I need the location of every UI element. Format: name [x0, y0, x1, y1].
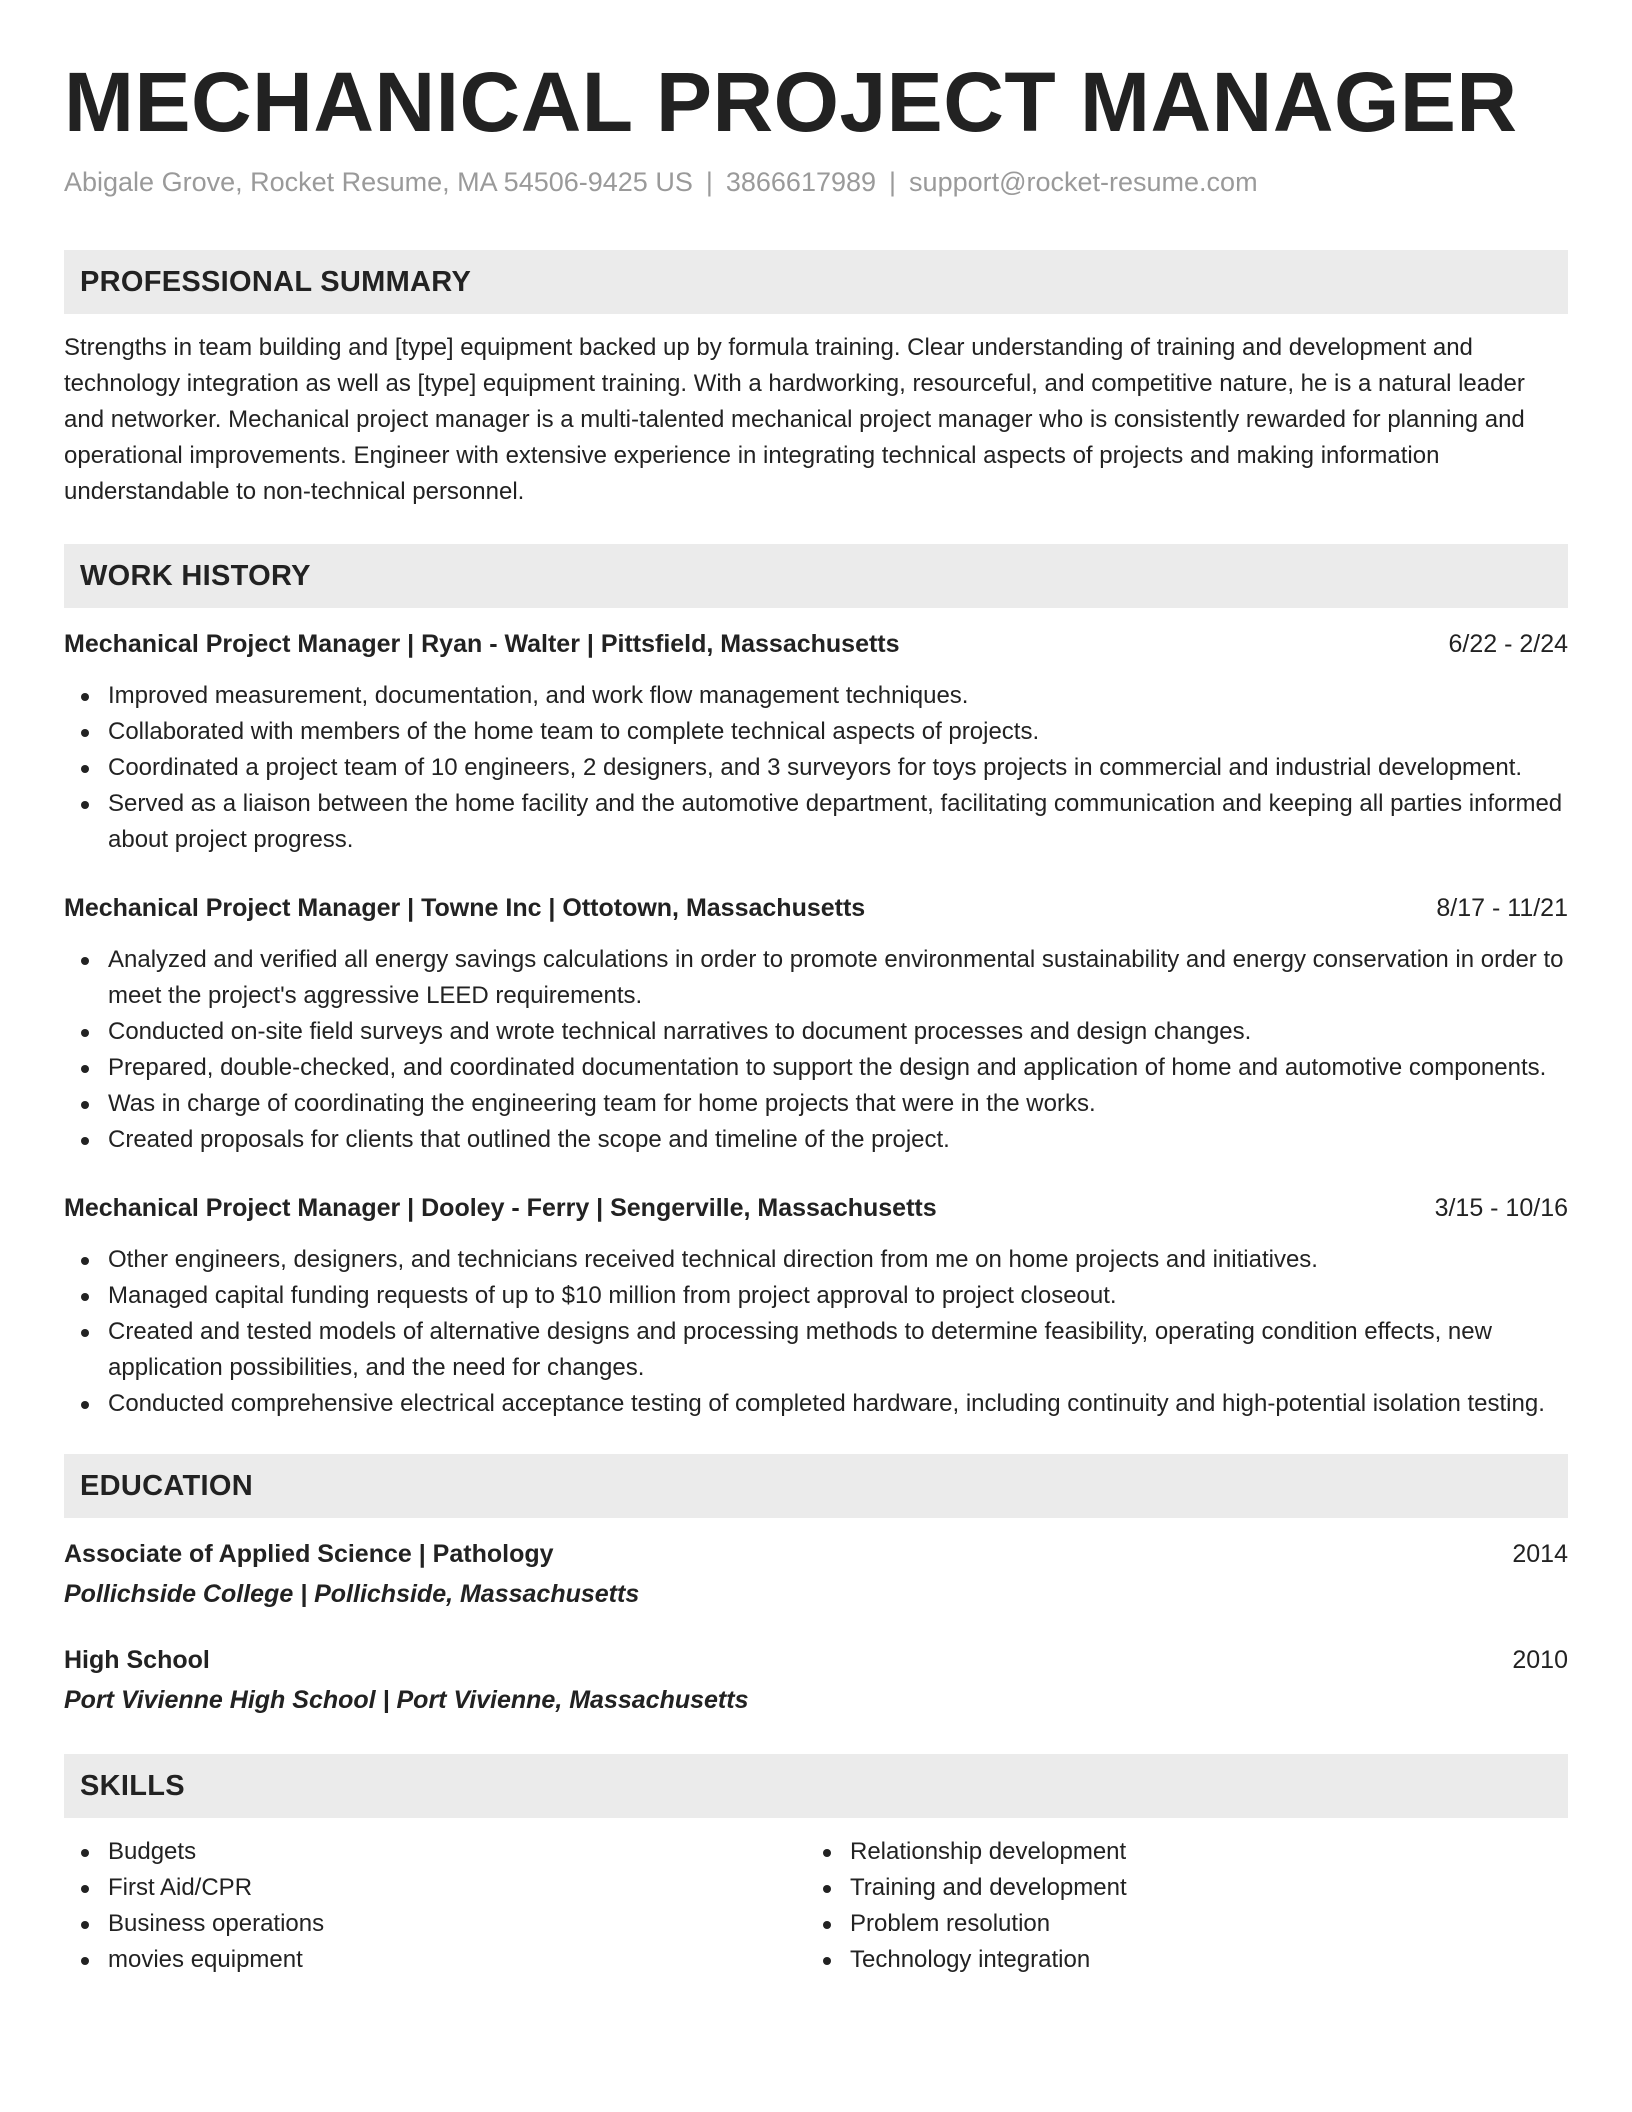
job-dates: 6/22 - 2/24: [1448, 630, 1568, 658]
education-year: 2014: [1512, 1540, 1568, 1568]
section-heading-skills: SKILLS: [64, 1754, 1568, 1818]
education-year: 2010: [1512, 1646, 1568, 1674]
job-entry: [64, 626, 1568, 858]
education-entry: [64, 1536, 1568, 1612]
skill-item: Business operations: [108, 1906, 806, 1942]
job-header: [64, 1190, 1568, 1226]
job-bullet-list: [64, 942, 1568, 1158]
education-header: [64, 1642, 1568, 1678]
job-bullet: Analyzed and verified all energy savings calculations in order to promote environmental sustainability and energy conservation in order to meet the project's aggressive LEED requirements.: [108, 942, 1568, 1014]
skills-grid: [64, 1834, 1568, 1978]
skill-item: Training and development: [850, 1870, 1548, 1906]
education-header: [64, 1536, 1568, 1572]
education-degree: Associate of Applied Science | Pathology: [64, 1540, 554, 1568]
education-entry: [64, 1642, 1568, 1718]
skills-list: [64, 1834, 806, 1978]
skill-item: Problem resolution: [850, 1906, 1548, 1942]
summary-text: Strengths in team building and [type] equipment backed up by formula training. Clear understanding of training and development and technology integration as well as [type] equipment training. With a hardworking, resourceful, and competitive nature, he is a natural leader and networker. Mechanical project manager is a multi-talented mechanical project manager who is consistently rewarded for planning and operational improvements. Engineer with extensive experience in integrating technical aspects of projects and making information understandable to non-technical personnel.: [64, 334, 1525, 505]
contact-separator: |: [889, 167, 897, 197]
skill-item: Budgets: [108, 1834, 806, 1870]
skill-item: Relationship development: [850, 1834, 1548, 1870]
job-bullet: Other engineers, designers, and technicians received technical direction from me on home projects and initiatives.: [108, 1242, 1568, 1278]
job-title: Mechanical Project Manager | Ryan - Walter | Pittsfield, Massachusetts: [64, 630, 900, 658]
job-bullet: Conducted comprehensive electrical acceptance testing of completed hardware, including continuity and high-potential isolation testing.: [108, 1386, 1568, 1422]
job-bullet: Collaborated with members of the home team to complete technical aspects of projects.: [108, 714, 1568, 750]
job-entry: [64, 1190, 1568, 1422]
skills-column-right: [806, 1834, 1548, 1978]
job-bullet: Improved measurement, documentation, and work flow management techniques.: [108, 678, 1568, 714]
skill-item: movies equipment: [108, 1942, 806, 1978]
job-header: [64, 626, 1568, 662]
contact-line: [64, 164, 1568, 200]
resume-title: MECHANICAL PROJECT MANAGER: [64, 55, 1518, 149]
contact-phone: 3866617989: [725, 167, 877, 197]
job-bullet: Managed capital funding requests of up to $10 million from project approval to project closeout.: [108, 1278, 1568, 1314]
job-title: Mechanical Project Manager | Towne Inc | Ottotown, Massachusetts: [64, 894, 866, 922]
job-dates: 8/17 - 11/21: [1436, 894, 1568, 922]
job-bullet: Created and tested models of alternative designs and processing methods to determine feasibility, operating condition effects, new application possibilities, and the need for changes.: [108, 1314, 1568, 1386]
section-heading-summary: PROFESSIONAL SUMMARY: [64, 250, 1568, 314]
section-heading-work-history: WORK HISTORY: [64, 544, 1568, 608]
job-entry: [64, 890, 1568, 1158]
job-bullet: Served as a liaison between the home facility and the automotive department, facilitating communication and keeping all parties informed about project progress.: [108, 786, 1568, 858]
section-heading-education: EDUCATION: [64, 1454, 1568, 1518]
education-school: Port Vivienne High School | Port Vivienne, Massachusetts: [64, 1686, 749, 1714]
job-bullet: Coordinated a project team of 10 engineers, 2 designers, and 3 surveyors for toys projects in commercial and industrial development.: [108, 750, 1568, 786]
education-degree: High School: [64, 1646, 210, 1674]
job-bullet: Prepared, double-checked, and coordinated documentation to support the design and application of home and automotive components.: [108, 1050, 1568, 1086]
job-bullet-list: [64, 1242, 1568, 1422]
job-bullet: Conducted on-site field surveys and wrote technical narratives to document processes and design changes.: [108, 1014, 1568, 1050]
job-bullet: Created proposals for clients that outlined the scope and timeline of the project.: [108, 1122, 1568, 1158]
job-dates: 3/15 - 10/16: [1434, 1194, 1568, 1222]
contact-separator: |: [705, 167, 713, 197]
skill-item: First Aid/CPR: [108, 1870, 806, 1906]
job-bullet-list: [64, 678, 1568, 858]
skills-column-left: [64, 1834, 806, 1978]
skills-list: [806, 1834, 1548, 1978]
contact-email: support@rocket-resume.com: [909, 167, 1258, 197]
job-header: [64, 890, 1568, 926]
education-school: Pollichside College | Pollichside, Massachusetts: [64, 1580, 640, 1608]
skill-item: Technology integration: [850, 1942, 1548, 1978]
contact-address: Abigale Grove, Rocket Resume, MA 54506-9425 US: [64, 167, 693, 197]
job-bullet: Was in charge of coordinating the engineering team for home projects that were in the works.: [108, 1086, 1568, 1122]
job-title: Mechanical Project Manager | Dooley - Ferry | Sengerville, Massachusetts: [64, 1194, 937, 1222]
